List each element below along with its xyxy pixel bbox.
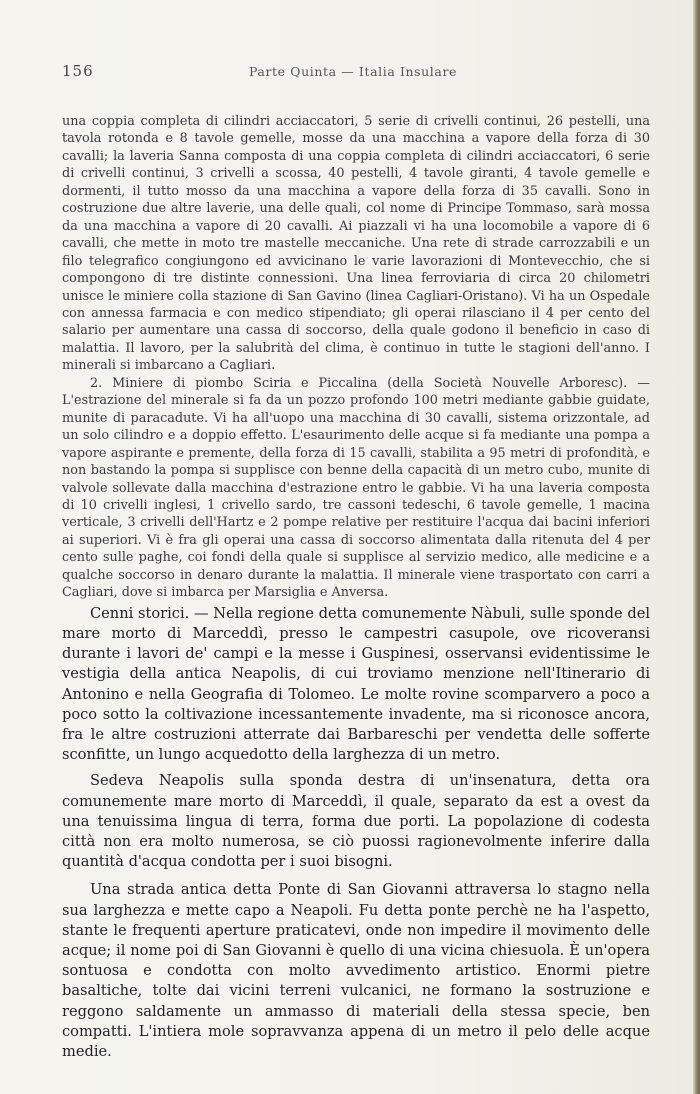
paragraph-neapolis: Sedeva Neapolis sulla sponda destra di un'insenatura, detta ora comunemente mare morto di Marceddì, il quale, separato da est a ovest da una tenuissima lingua di terra, forma due porti. La popolazione di codesta città non era molto numerosa, se ciò puossi ragionevolmente inferire dalla quantità d'acqua condotta per i suoi bisogni.: [62, 772, 650, 871]
large-print-section: [62, 604, 650, 1062]
page-number: 156: [62, 62, 94, 80]
small-print-section: [62, 113, 650, 602]
paragraph-miniere-sciria: 2. Miniere di piombo Sciria e Piccalina (della Società Nouvelle Arboresc). — L'estrazione del minerale si fa da un pozzo profondo 100 metri mediante gabbie guidate, munite di paracadute. Vi ha all'uopo una macchina di 30 cavalli, sistema orizzontale, ad un solo cilindro e a doppio effetto. L'esaurimento delle acque si fa mediante una pompa a vapore aspirante e premente, della forza di 15 cavalli, stabilita a 95 metri di profondità, e non bastando la pompa si supplisce con benne della capacità di un metro cubo, munite di valvole sollevate dalla macchina d'estrazione entro le gabbie. Vi ha una laveria composta di 10 crivelli inglesi, 1 crivello sardo, tre cassoni tedeschi, 6 tavole gemelle, 1 macina verticale, 3 crivelli dell'Hartz e 2 pompe relative per restituire l'acqua dai bacini inferiori ai superiori. Vi è fra gli operai una cassa di soccorso alimentata dalla ritenuta del 4 per cento sulle paghe, coi fondi della quale si supplisce al servizio medico, alle medicine e a qualche soccorso in denaro durante la malattia. Il minerale viene trasportato con carri a Cagliari, dove si imbarca per Marsiglia e Anversa.: [62, 375, 650, 601]
running-title: Parte Quinta — Italia Insulare: [248, 64, 458, 79]
page-edge: [693, 0, 700, 1094]
paragraph-laverie: una coppia completa di cilindri acciaccatori, 5 serie di crivelli continui, 26 pestelli, una tavola rotonda e 8 tavole gemelle, mosse da una macchina a vapore della forza di 30 cavalli; la laveria Sanna composta di una coppia completa di cilindri acciaccatori, 6 serie di crivelli continui, 3 crivelli a scossa, 40 pestelli, 4 tavole giranti, 4 tavole gemelle e dormenti, il tutto mosso da una macchina a vapore della forza di 35 cavalli. Sono in costruzione due altre laverie, una delle quali, col nome di Principe Tommaso, sarà mossa da una macchina a vapore di 20 cavalli. Ai piazzali vi ha una locomobile a vapore di 6 cavalli, che mette in moto tre mastelle meccaniche. Una rete di strade carrozzabili e un filo telegrafico congiungono ed avvicinano le varie lavorazioni di Montevecchio, che si compongono di tre distinte connessioni. Una linea ferroviaria di circa 20 chilometri unisce le miniere colla stazione di San Gavino (linea Cagliari-Oristano). Vi ha un Ospedale con annessa farmacia e con medico stipendiato; gli operai rilasciano il 4 per cento del salario per aumentare una cassa di soccorso, della quale godono il beneficio in caso di malattia. Il lavoro, per la salubrità del clima, è continuo in tutte le stagioni dell'anno. I minerali si imbarcano a Cagliari.: [62, 114, 650, 374]
body-text: [62, 113, 650, 1062]
paragraph-cenni-storici: Cenni storici. — Nella regione detta comunemente Nàbuli, sulle sponde del mare morto di Marceddì, presso le campestri casupole, ove ricoveransi durante i lavori de' campi e la messe i Guspinesi, osservansi evidentissime le vestigia della antica Neapolis, di cui troviamo menzione nell'Itinerario di Antonino e nella Geografia di Tolomeo. Le molte rovine scomparvero a poco a poco sotto la coltivazione incessantemente invadente, ma si riconosce ancora, fra le altre costruzioni atterrate dai Barbareschi per vendetta delle sofferte sconfitte, un lungo acquedotto della larghezza di un metro.: [62, 604, 650, 764]
page-header: [62, 62, 644, 84]
paragraph-ponte-san-giovanni: Una strada antica detta Ponte di San Giovanni attraversa lo stagno nella sua larghezza e mette capo a Neapoli. Fu detta ponte perchè ne ha l'aspetto, stante le frequenti aperture praticatevi, onde non impedire il movimento delle acque; il nome poi di San Giovanni è quello di una vicina chiesuola. È un'opera sontuosa e condotta con molto avvedimento artistico. Enormi pietre basaltiche, tolte dai vicini terreni vulcanici, ne formano la sostruzione e reggono saldamente un ammasso di materiali della stessa specie, ben compatti. L'intiera mole sopravvanza appena di un metro il pelo delle acque medie.: [62, 881, 650, 1060]
